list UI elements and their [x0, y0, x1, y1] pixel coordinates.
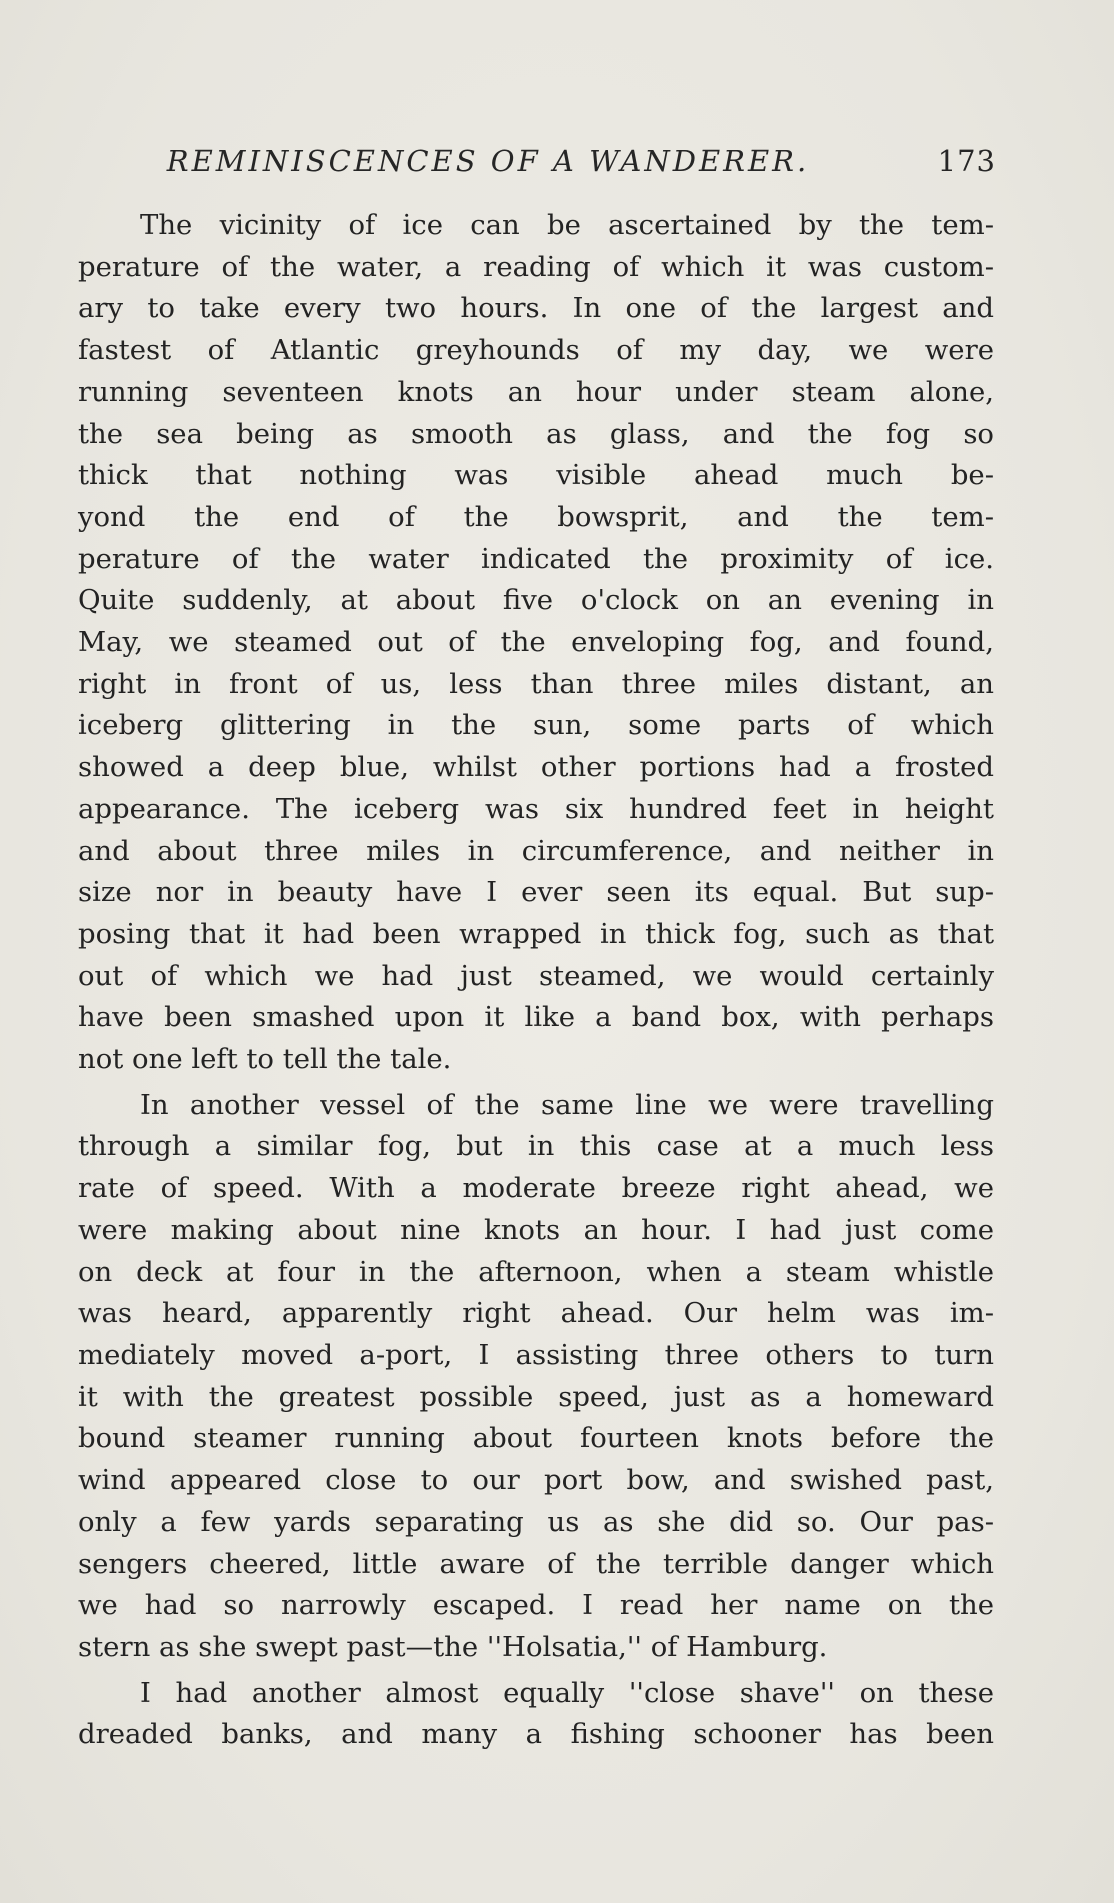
text-line: iceberg glittering in the sun, some parts of which: [78, 709, 994, 742]
text-line: dreaded banks, and many a fishing schooner has been: [78, 1718, 994, 1751]
text-line: posing that it had been wrapped in thick fog, such as that: [78, 917, 994, 950]
text-line: were making about nine knots an hour. I had just come: [78, 1213, 994, 1246]
paragraph: [78, 1085, 994, 1669]
body-text: [78, 205, 994, 1756]
text-line: wind appeared close to our port bow, and swished past,: [78, 1464, 994, 1497]
text-line: In another vessel of the same line we were travelling: [140, 1088, 994, 1121]
text-line: showed a deep blue, whilst other portions had a frosted: [78, 751, 994, 784]
text-line: have been smashed upon it like a band box, with perhaps: [78, 1001, 994, 1034]
text-line: the sea being as smooth as glass, and the fog so: [78, 417, 994, 450]
text-line: mediately moved a-port, I assisting three others to turn: [78, 1338, 994, 1371]
text-line: and about three miles in circumference, and neither in: [78, 834, 994, 867]
text-line: not one left to tell the tale.: [78, 1043, 452, 1076]
paragraph: [78, 205, 994, 1081]
text-line: thick that nothing was visible ahead much be-: [78, 459, 994, 492]
text-line: ary to take every two hours. In one of the largest and: [78, 292, 994, 325]
paragraph: [78, 1673, 994, 1756]
page-number: 173: [937, 144, 996, 178]
text-line: The vicinity of ice can be ascertained by the tem-: [140, 209, 994, 241]
text-line: right in front of us, less than three miles distant, an: [78, 667, 994, 700]
text-line: on deck at four in the afternoon, when a steam whistle: [78, 1255, 994, 1288]
running-title: REMINISCENCES OF A WANDERER.: [166, 144, 810, 178]
text-line: rate of speed. With a moderate breeze right ahead, we: [78, 1172, 994, 1205]
text-line: only a few yards separating us as she did so. Our pas-: [78, 1505, 994, 1538]
page-header: [88, 140, 996, 182]
text-line: sengers cheered, little aware of the terrible danger which: [78, 1547, 994, 1580]
text-line: bound steamer running about fourteen knots before the: [78, 1422, 994, 1455]
text-line: fastest of Atlantic greyhounds of my day, we were: [78, 334, 994, 367]
text-line: Quite suddenly, at about five o'clock on an evening in: [78, 584, 994, 617]
text-line: it with the greatest possible speed, just as a homeward: [78, 1380, 994, 1413]
text-line: was heard, apparently right ahead. Our helm was im-: [78, 1297, 994, 1330]
text-line: through a similar fog, but in this case at a much less: [78, 1130, 994, 1163]
text-line: appearance. The iceberg was six hundred feet in height: [78, 792, 994, 825]
text-line: out of which we had just steamed, we would certainly: [78, 959, 994, 992]
text-line: size nor in beauty have I ever seen its equal. But sup-: [78, 876, 994, 909]
text-line: we had so narrowly escaped. I read her name on the: [78, 1589, 994, 1622]
text-line: yond the end of the bowsprit, and the tem-: [78, 500, 994, 533]
text-line: May, we steamed out of the enveloping fog, and found,: [78, 626, 994, 659]
text-line: running seventeen knots an hour under steam alone,: [78, 375, 994, 408]
text-line: I had another almost equally ''close shave'' on these: [140, 1676, 994, 1709]
text-line: stern as she swept past—the ''Holsatia,'' of Hamburg.: [78, 1630, 828, 1663]
text-line: perature of the water indicated the proximity of ice.: [78, 542, 994, 575]
text-line: perature of the water, a reading of which it was custom-: [78, 250, 994, 283]
